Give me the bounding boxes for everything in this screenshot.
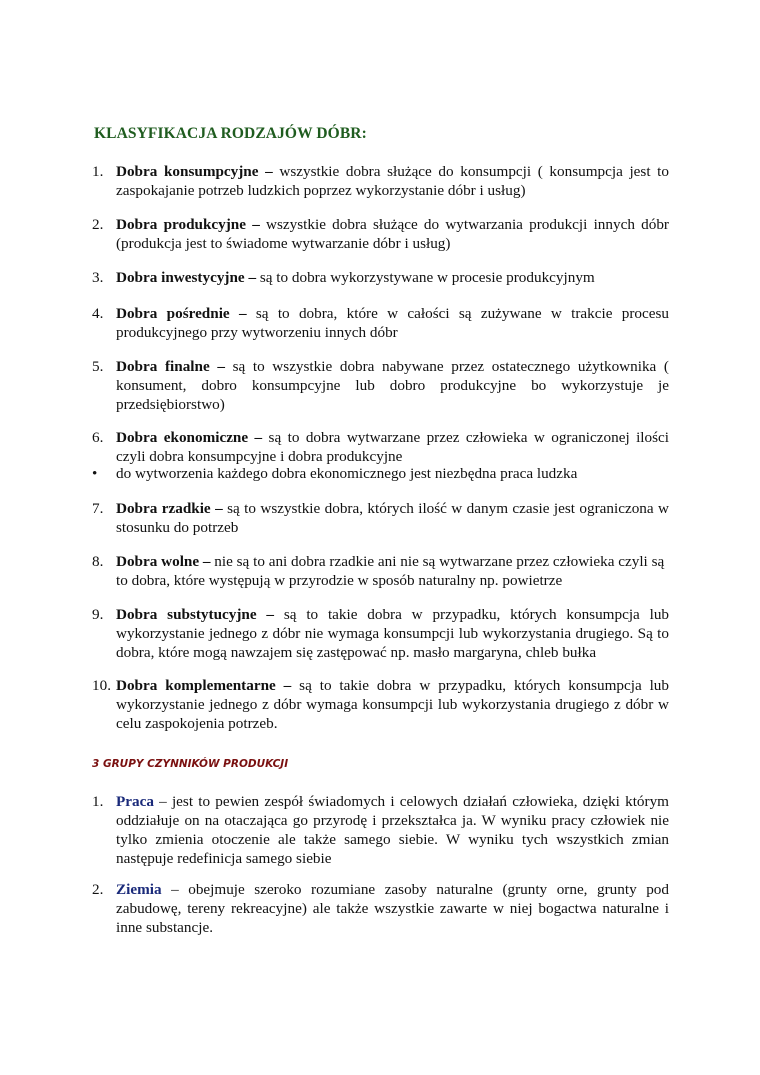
goods-item-10 — [92, 676, 669, 733]
item-number: 2. — [92, 216, 104, 233]
classification-heading: KLASYFIKACJA RODZAJÓW DÓBR: — [94, 125, 367, 142]
item-term: Dobra komplementarne – — [116, 677, 292, 694]
item-term: Dobra konsumpcyjne – — [116, 163, 273, 180]
goods-item-4 — [92, 304, 669, 342]
item-text: są to dobra wytwarzane przez człowieka w ograniczonej ilości czyli dobra konsumpcyjne i dobra produkcyjne — [116, 429, 669, 465]
item-text: są to wszystkie dobra, których ilość w danym czasie jest ograniczona w stosunku do potrzeb — [116, 500, 669, 536]
item-text: są to takie dobra w przypadku, których konsumpcja lub wykorzystanie jednego z dóbr wymaga konsumpcji lub wykorzystania drugiego z dóbr w celu zaspokojenia potrzeb. — [116, 677, 669, 732]
item-text: wszystkie dobra służące do wytwarzania produkcji innych dóbr (produkcja jest to świadome wytwarzanie dóbr i usług) — [116, 216, 669, 252]
goods-item-6 — [92, 428, 669, 466]
item-number: 1. — [92, 793, 104, 810]
item-number: 9. — [92, 606, 104, 623]
factor-item-1 — [92, 792, 669, 868]
factor-item-2 — [92, 880, 669, 937]
item-text: są to wszystkie dobra nabywane przez ostatecznego użytkownika ( konsument, dobro konsumpcyjne lub dobro produkcyjne bo wykorzystuje je przedsiębiorstwo) — [116, 358, 669, 413]
item-text: wszystkie dobra służące do konsumpcji ( konsumpcja jest to zaspokajanie potrzeb ludzkich poprzez wykorzystanie dóbr i usług) — [116, 163, 669, 199]
bullet-note — [92, 464, 669, 483]
item-term: Dobra substytucyjne – — [116, 606, 275, 623]
item-term: Dobra produkcyjne – — [116, 216, 260, 233]
production-factors-heading: 3 GRUPY CZYNNIKÓW PRODUKCJI — [92, 758, 289, 770]
item-text: są to dobra wykorzystywane w procesie produkcyjnym — [256, 269, 595, 286]
item-term: Dobra inwestycyjne – — [116, 269, 257, 286]
bullet-dot-icon: • — [92, 465, 98, 482]
item-number: 1. — [92, 163, 104, 180]
item-number: 8. — [92, 553, 104, 570]
item-number: 4. — [92, 305, 104, 322]
item-text: – jest to pewien zespół świadomych i celowych działań człowieka, dzięki którym oddziałuje on na otaczająca go przyrodę i przekształca ja. W wyniku pracy człowiek nie tylko zmienia otoczenie ale także samego siebie. W wyniku tych wszystkich zmian następuje redefinicja samego siebie — [116, 793, 669, 867]
item-text: nie są to ani dobra rzadkie ani nie są wytwarzane przez człowieka czyli są to dobra, które występują w przyrodzie w sposób naturalny np. powietrze — [116, 553, 665, 589]
item-number: 7. — [92, 500, 104, 517]
item-number: 10. — [92, 677, 111, 694]
item-term: Ziemia — [116, 881, 162, 898]
item-term: Dobra rzadkie – — [116, 500, 223, 517]
goods-item-8 — [92, 552, 669, 590]
item-text: są to takie dobra w przypadku, których konsumpcja lub wykorzystanie jednego z dóbr nie wymaga konsumpcji lub wykorzystania drugiego. Są to dobra, które mogą nawzajem się zastępować np. masło margaryna, chleb bułka — [116, 606, 670, 661]
goods-item-7 — [92, 499, 669, 537]
item-term: Dobra pośrednie – — [116, 305, 247, 322]
goods-item-5 — [92, 357, 669, 414]
goods-item-9 — [92, 605, 669, 662]
bullet-text: do wytworzenia każdego dobra ekonomicznego jest niezbędna praca ludzka — [116, 465, 578, 482]
item-number: 2. — [92, 881, 104, 898]
item-term: Dobra wolne – — [116, 553, 211, 570]
goods-item-1 — [92, 162, 669, 200]
item-term: Dobra finalne – — [116, 358, 225, 375]
goods-item-2 — [92, 215, 669, 253]
goods-item-3 — [92, 268, 669, 287]
item-number: 6. — [92, 429, 104, 446]
item-term: Praca — [116, 793, 154, 810]
item-text: – obejmuje szeroko rozumiane zasoby naturalne (grunty orne, grunty pod zabudowę, tereny rekreacyjne) ale także wszystkie zawarte w niej bogactwa naturalne i inne substancje. — [116, 881, 669, 936]
item-number: 3. — [92, 269, 104, 286]
item-number: 5. — [92, 358, 104, 375]
item-term: Dobra ekonomiczne – — [116, 429, 263, 446]
item-text: są to dobra, które w całości są zużywane w trakcie procesu produkcyjnego przy wytworzeniu innych dóbr — [116, 305, 669, 341]
